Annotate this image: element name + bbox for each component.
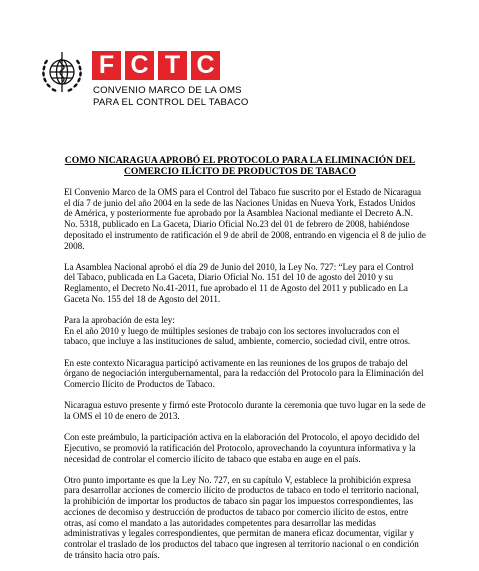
logo-subtitle-line1: CONVENIO MARCO DE LA OMS [93,85,242,96]
document-header [40,44,440,114]
logo-subtitle [93,85,249,108]
paragraph-1: El Convenio Marco de la OMS para el Control del Tabaco fue suscrito por el Estado de Nicaragua el día 7 de junio del año 2004 en la sede de las Naciones Unidas en Nueva York, Estados Unidos de América, y posteriormente fue aprobado por la Asamblea Nacional mediante el Decreto A.N. No. 5318, publicado en La Gaceta, Diario Oficial No.23 del 01 de febrero de 2008, habiéndose depositado el instrumento de ratificación el 9 de abril de 2008, entrando en vigencia el 8 de julio de 2008. [64,187,426,251]
logo-letter-c-2: C [191,51,220,80]
logo-letter-f: F [92,51,121,80]
paragraph-5: Nicaragua estuvo presente y firmó este Protocolo durante la ceremonia que tuvo lugar en la sede de la OMS el 10 de enero de 2013. [64,400,426,421]
logo-subtitle-line2: PARA EL CONTROL DEL TABACO [93,96,249,108]
paragraph-7: Otro punto importante es que la Ley No. 727, en su capítulo V, establece la prohibición expresa para desarrollar acciones de comercio ilícito de productos de tabaco en todo el territorio nacional, la prohibición de importar los productos de tabaco sin pagar los impuestos correspondientes, las acciones de decomiso y destrucción de productos de tabaco por comercio ilícito de estos, entre otras, así como el mandato a las autoridades competentes para desarrollar las medidas administrativas y legales correspondientes, que permitan de manera eficaz documentar, vigilar y controlar el traslado de los productos del tabaco que ingresen al territorio nacional o en condición de tránsito hacia otro país. [64,474,419,560]
document-title-line2: COMERCIO ILÍCITO DE PRODUCTOS DE TABACO [124,166,356,178]
document-body [64,187,426,571]
who-emblem-icon [40,50,84,96]
paragraph-6: Con este preámbulo, la participación activa en la elaboración del Protocolo, el apoyo decidido del Ejecutivo, se promovió la ratificación del Protocolo, aprovechando la coyuntura informativa y la necesidad de controlar el comercio ilícito de tabaco que estaba en auge en el país. [64,432,420,464]
paragraph-3-text: En el año 2010 y luego de múltiples sesiones de trabajo con los sectores involucrados con el tabaco, que incluye a las instituciones de salud, ambiente, comercio, sociedad civil, entre otros. [64,325,411,347]
paragraph-4: En este contexto Nicaragua participó activamente en las reuniones de los grupos de trabajo del órgano de negociación intergubernamental, para la redacción del Protocolo para la Eliminación del Comercio Ilícito de Productos de Tabaco. [64,357,424,390]
document-title [40,155,440,178]
paragraph-3-heading: Para la aprobación de esta ley: [64,315,175,326]
document-title-line1: COMO NICARAGUA APROBÓ EL PROTOCOLO PARA LA ELIMINACIÓN DEL [64,155,416,166]
paragraph-3 [64,315,426,347]
logo-letter-c: C [125,51,154,80]
fctc-logo [92,51,220,80]
logo-letter-t: T [158,51,187,80]
paragraph-2: La Asamblea Nacional aprobó el día 29 de Junio del 2010, la Ley No. 727: “Ley para el Control del Tabaco, publicada en La Gaceta, Diario Oficial No. 151 del 10 de agosto del 2010 y su Reglamento, el Decreto No.41-2011, fue aprobado el 11 de Agosto del 2011 y publicado en La Gaceta No. 155 del 18 de Agosto del 2011. [64,261,414,304]
